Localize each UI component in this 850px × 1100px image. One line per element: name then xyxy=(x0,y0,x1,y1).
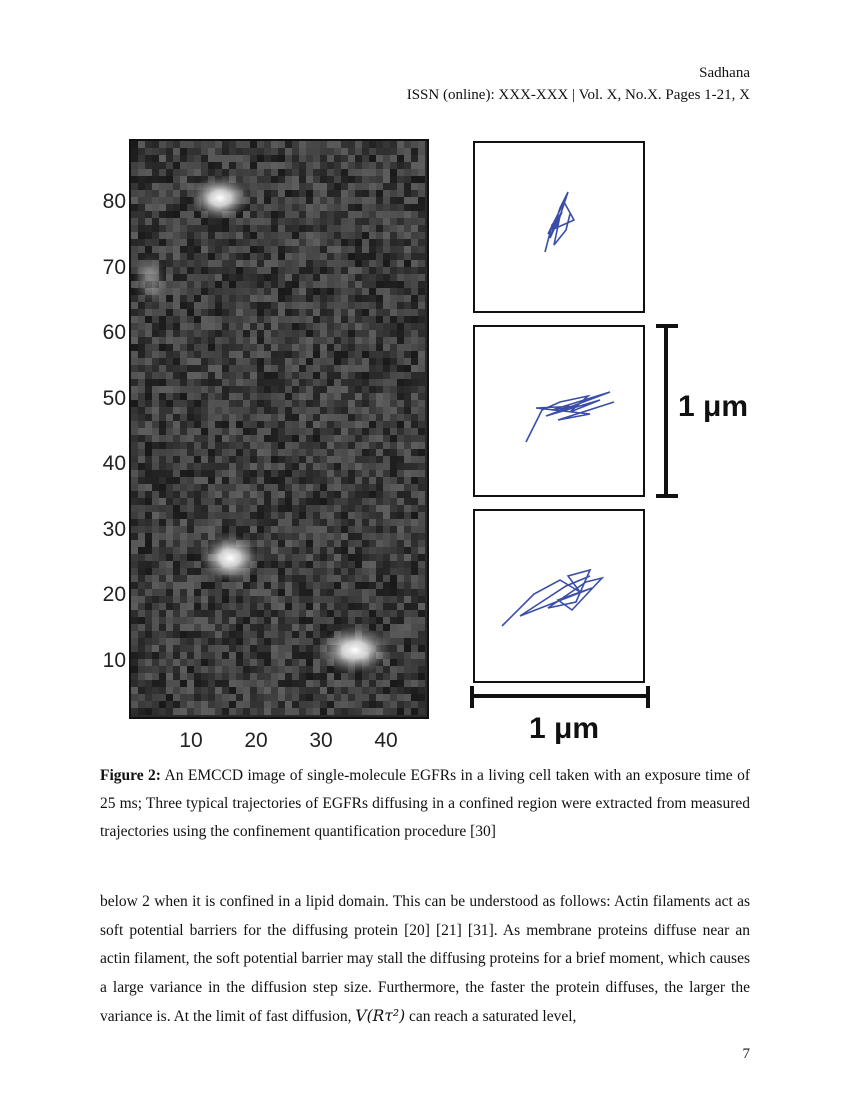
figure-caption xyxy=(100,762,750,846)
issn-line: ISSN (online): XXX-XXX | Vol. X, No.X. Pages 1-21, X xyxy=(406,87,750,103)
body-paragraph xyxy=(100,888,750,1032)
emccd-image xyxy=(130,140,428,718)
figure-label: Figure 2: xyxy=(100,767,161,784)
vertical-scale-label: 1 μm xyxy=(678,390,749,423)
molecule-spot xyxy=(319,626,391,674)
running-header xyxy=(407,62,750,106)
trajectory-panel-2 xyxy=(474,326,644,496)
x-tick-label: 20 xyxy=(244,729,268,752)
y-tick-label: 60 xyxy=(102,321,126,344)
y-tick-label: 50 xyxy=(102,387,126,410)
y-tick-label: 70 xyxy=(102,256,126,279)
y-tick-label: 20 xyxy=(102,583,126,606)
horizontal-scale-label: 1 μm xyxy=(528,712,600,745)
x-tick-label: 40 xyxy=(374,729,398,752)
trajectory-panel-1 xyxy=(474,142,644,312)
math-expression: V(Rτ²) xyxy=(355,1007,406,1025)
caption-text: An EMCCD image of single-molecule EGFRs in a living cell taken with an exposure time of 25 ms; Three typical trajectories of EGFRs diffusing in a confined region were extracted from measured trajectories using the confinement quantification procedure [30] xyxy=(100,767,750,840)
journal-name: Sadhana xyxy=(699,65,750,81)
molecule-spot xyxy=(132,254,168,306)
horizontal-scale-bar xyxy=(472,686,648,708)
y-tick-label: 80 xyxy=(102,190,126,213)
figure-2 xyxy=(90,130,760,760)
trajectory-panel-3 xyxy=(474,510,644,682)
molecule-spot xyxy=(190,176,250,220)
body-text-before: below 2 when it is confined in a lipid domain. This can be understood as follows: Actin filaments act as soft potential barriers for the diffusing protein [20] [21] [31]. As membrane proteins diffuse near an actin filament, the soft potential barrier may stall the diffusing proteins for a brief moment, which causes a large variance in the diffusion step size. Furthermore, the faster the protein diffuses, the larger the variance is. At the limit of fast diffusion, xyxy=(100,893,750,1025)
y-tick-label: 30 xyxy=(102,518,126,541)
x-tick-label: 30 xyxy=(309,729,333,752)
page-number: 7 xyxy=(742,1046,750,1062)
y-tick-label: 40 xyxy=(102,452,126,475)
figure-svg xyxy=(90,130,760,760)
body-text-after: can reach a saturated level, xyxy=(405,1008,577,1025)
x-tick-label: 10 xyxy=(179,729,203,752)
y-tick-label: 10 xyxy=(102,649,126,672)
vertical-scale-bar xyxy=(656,326,678,496)
molecule-spot xyxy=(200,534,260,582)
